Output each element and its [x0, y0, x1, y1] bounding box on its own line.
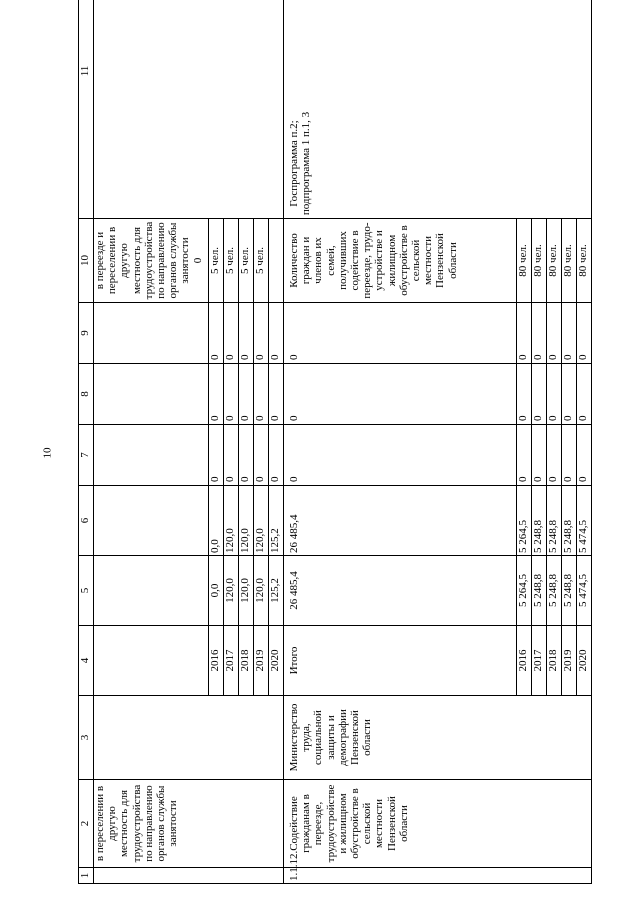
- indicator-value: 80 чел.: [517, 219, 532, 303]
- value-cell: 120,0: [224, 486, 239, 556]
- year-cell: 2017: [224, 626, 239, 696]
- indicator-value: 80 чел.: [577, 219, 592, 303]
- value-cell: 5 248,8: [562, 556, 577, 626]
- header-row: [79, 0, 94, 884]
- executor: [94, 696, 284, 780]
- measure-name: в переселении в другую местность для трудоустройства по направлению органов службы занятости: [94, 780, 284, 868]
- value-cell: 0: [224, 303, 239, 364]
- header-cell: 8: [79, 364, 94, 425]
- value-cell: 0: [562, 303, 577, 364]
- value-cell: 0: [209, 425, 224, 486]
- value-cell: 0: [269, 364, 284, 425]
- indicator-value: [269, 219, 284, 303]
- table-row: [94, 0, 209, 884]
- value-cell: 0: [517, 364, 532, 425]
- indicator-value: 5 чел.: [239, 219, 254, 303]
- total-label: Итого: [284, 626, 517, 696]
- header-cell: 3: [79, 696, 94, 780]
- value-cell: 125,2: [269, 486, 284, 556]
- program-ref: [284, 0, 592, 219]
- value-cell: 5 248,8: [547, 486, 562, 556]
- year-cell: 2016: [209, 626, 224, 696]
- value-cell: 120,0: [254, 486, 269, 556]
- table-row: [284, 0, 517, 884]
- value-cell: 0: [209, 364, 224, 425]
- indicator-text: Количество граждан и членов их семей, получивших содействие в переезде, трудо-устройстве и жилищном обустройстве в сельской местности Пензенской области: [284, 219, 517, 303]
- executor: Министерство труда, социальной защиты и демографии Пензенской области: [284, 696, 592, 780]
- value-cell: 0: [562, 364, 577, 425]
- value-cell: 0: [517, 425, 532, 486]
- value-cell: 0: [532, 425, 547, 486]
- indicator-value: 0: [191, 257, 204, 264]
- value-cell: 0: [532, 303, 547, 364]
- indicator-value: 80 чел.: [532, 219, 547, 303]
- value-cell: 0: [562, 425, 577, 486]
- value-cell: 0: [239, 425, 254, 486]
- value-cell: 5 474,5: [577, 556, 592, 626]
- indicator-value: 5 чел.: [254, 219, 269, 303]
- header-cell: 4: [79, 626, 94, 696]
- total-value: 26 485,4: [284, 556, 517, 626]
- value-cell: 0: [517, 303, 532, 364]
- program-ref: [94, 0, 284, 219]
- value-cell: 5 248,8: [532, 486, 547, 556]
- year-cell: 2016: [517, 626, 532, 696]
- value-cell: 5 264,5: [517, 486, 532, 556]
- page-number: 10: [41, 447, 54, 459]
- year-cell: 2019: [254, 626, 269, 696]
- total-value: 26 485,4: [284, 486, 517, 556]
- year-cell: 2020: [269, 626, 284, 696]
- year-cell: 2017: [532, 626, 547, 696]
- value-cell: [94, 486, 209, 556]
- value-cell: 0: [269, 303, 284, 364]
- value-cell: 5 264,5: [517, 556, 532, 626]
- year-cell: 2020: [577, 626, 592, 696]
- header-cell: 5: [79, 556, 94, 626]
- indicator-value: 80 чел.: [562, 219, 577, 303]
- value-cell: 0: [269, 425, 284, 486]
- measure-name: Содействие гражданам в переезде, трудоустройстве и жилищном обустройстве в сельской местности Пензенской области: [284, 780, 592, 868]
- value-cell: 0: [239, 303, 254, 364]
- value-cell: 0: [547, 425, 562, 486]
- indicator-cell: [94, 219, 209, 303]
- header-cell: 9: [79, 303, 94, 364]
- value-cell: 0: [577, 425, 592, 486]
- header-cell: 1: [79, 868, 94, 884]
- value-cell: 0: [577, 303, 592, 364]
- value-cell: 0: [224, 364, 239, 425]
- item-number: 1.1.12.: [284, 868, 592, 884]
- value-cell: [94, 556, 209, 626]
- value-cell: 5 248,8: [562, 486, 577, 556]
- value-cell: 125,2: [269, 556, 284, 626]
- value-cell: 0: [239, 364, 254, 425]
- value-cell: [94, 364, 209, 425]
- indicator-value: 5 чел.: [209, 219, 224, 303]
- header-cell: 2: [79, 780, 94, 868]
- year-cell: 2018: [239, 626, 254, 696]
- value-cell: 0,0: [209, 556, 224, 626]
- value-cell: 5 474,5: [577, 486, 592, 556]
- program-text: Госпрограмма п.2; подпрограмма 1 п.1, 3: [288, 111, 313, 216]
- value-cell: 120,0: [254, 556, 269, 626]
- rotated-table-container: [78, 24, 589, 884]
- item-number: [94, 868, 284, 884]
- value-cell: 5 248,8: [547, 556, 562, 626]
- total-value: 0: [284, 364, 517, 425]
- value-cell: 0: [547, 303, 562, 364]
- value-cell: 0: [209, 303, 224, 364]
- value-cell: 0: [254, 364, 269, 425]
- value-cell: 5 248,8: [532, 556, 547, 626]
- value-cell: [94, 425, 209, 486]
- value-cell: 0: [254, 425, 269, 486]
- indicator-text: в переезде и переселении в другую местность для трудоустройства по направлению органов службы занятости: [94, 221, 192, 300]
- header-cell: 6: [79, 486, 94, 556]
- indicator-value: 5 чел.: [224, 219, 239, 303]
- value-cell: 0: [547, 364, 562, 425]
- year-cell: 2018: [547, 626, 562, 696]
- value-cell: 0: [224, 425, 239, 486]
- total-value: 0: [284, 425, 517, 486]
- header-cell: 7: [79, 425, 94, 486]
- value-cell: 120,0: [224, 556, 239, 626]
- value-cell: [94, 303, 209, 364]
- value-cell: 120,0: [239, 486, 254, 556]
- program-table: [78, 0, 592, 884]
- value-cell: 0: [577, 364, 592, 425]
- total-value: 0: [284, 303, 517, 364]
- year-cell: 2019: [562, 626, 577, 696]
- header-cell: 10: [79, 219, 94, 303]
- indicator-value: 80 чел.: [547, 219, 562, 303]
- year-cell: [94, 626, 209, 696]
- value-cell: 0: [254, 303, 269, 364]
- value-cell: 0: [532, 364, 547, 425]
- header-cell: 11: [79, 0, 94, 219]
- value-cell: 120,0: [239, 556, 254, 626]
- value-cell: 0,0: [209, 486, 224, 556]
